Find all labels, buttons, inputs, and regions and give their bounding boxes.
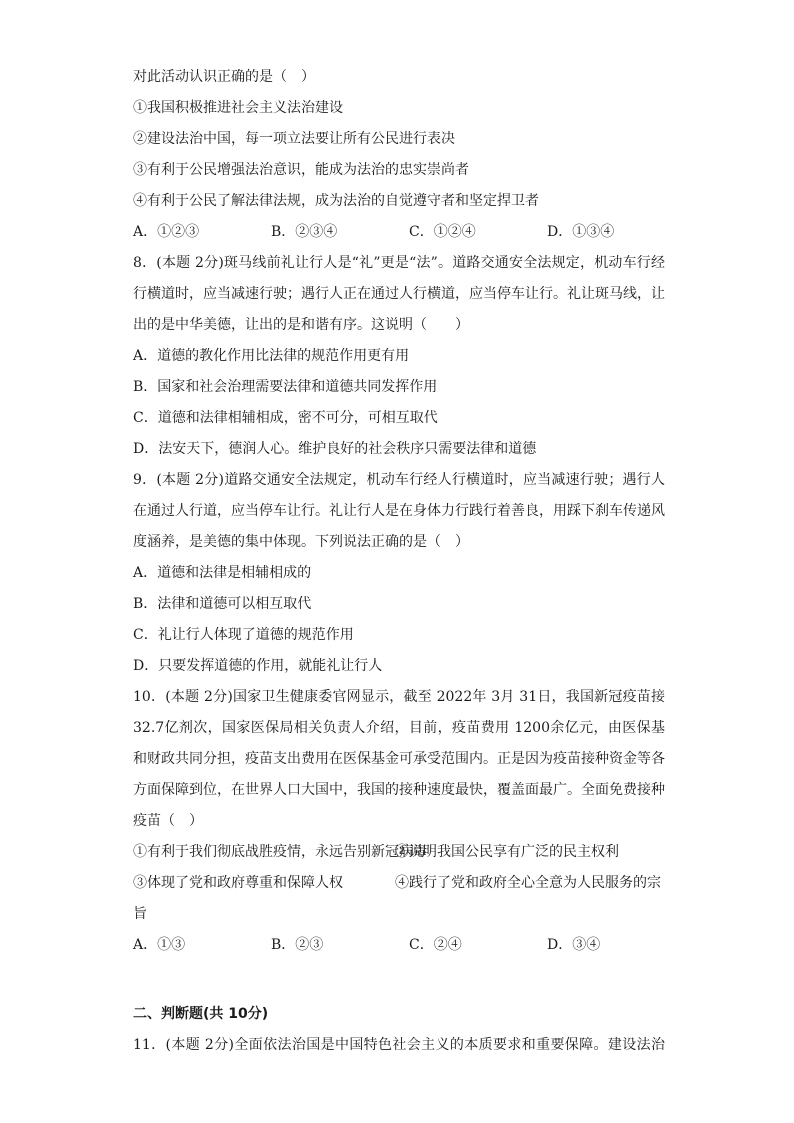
answer-options [133,217,665,248]
question-text-line: 11．(本题 2分)全面依法治国是中国特色社会主义的本质要求和重要保障。建设法治 [133,1037,665,1053]
option-d: D．③④ [547,937,601,953]
option-d: D．①③④ [547,224,615,240]
question-7 [133,62,665,248]
question-text-line: 和财政共同分担，疫苗支出费用在医保基金可承受范围内。正是因为疫苗接种资金等各 [133,751,665,767]
option-d: D．只要发挥道德的作用，就能礼让行人 [133,658,383,674]
statement-2: ②建设法治中国，每一项立法要让所有公民进行表决 [133,131,455,147]
section-spacer [133,961,665,999]
question-8 [133,248,665,465]
option-a: A．道德和法律是相辅相成的 [133,565,312,581]
question-text-line: 8．(本题 2分)斑马线前礼让行人是“礼”更是“法”。道路交通安全法规定，机动车行经 [133,255,665,271]
question-9 [133,465,665,682]
option-c: C．礼让行人体现了道德的规范作用 [133,627,354,643]
option-a: A．①②③ [133,224,200,240]
statement-1: ①我国积极推进社会主义法治建设 [133,100,343,116]
question-text-line: 方面保障到位，在世界人口大国中，我国的接种速度最快，覆盖面最广。全面免费接种 [133,782,665,798]
question-text-line: 在通过人行道，应当停车让行。礼让行人是在身体力行践行着善良，用踩下刹车传递风 [133,503,665,519]
statement-4: ④有利于公民了解法律法规，成为法治的自觉遵守者和坚定捍卫者 [133,193,539,209]
question-text-line: 10．(本题 2分)国家卫生健康委官网显示，截至 2022年 3月 31日，我国新冠疫苗接 [133,689,665,705]
option-b: B．②③④ [271,224,338,240]
statement-row [133,837,665,868]
option-c: C．①②④ [409,224,476,240]
option-c: C．②④ [409,937,462,953]
statement-4-continued: 旨 [133,906,147,922]
question-10 [133,682,665,961]
question-text-line: 9．(本题 2分)道路交通安全法规定，机动车行经人行横道时，应当减速行驶；遇行人 [133,472,665,488]
statement-3: ③体现了党和政府尊重和保障人权 [133,875,343,891]
statement-2: ②说明我国公民享有广泛的民主权利 [395,844,619,860]
question-text-line: 疫苗（ ） [133,813,203,829]
exam-page [133,62,665,1061]
question-text-line: 出的是中华美德，让出的是和谐有序。这说明（ ） [133,317,469,333]
statement-3: ③有利于公民增强法治意识，能成为法治的忠实崇尚者 [133,162,469,178]
option-a: A．道德的教化作用比法律的规范作用更有用 [133,348,410,364]
option-c: C．道德和法律相辅相成，密不可分，可相互取代 [133,410,438,426]
statement-4: ④践行了党和政府全心全意为人民服务的宗 [395,875,661,891]
question-text-line: 32.7亿剂次，国家医保局相关负责人介绍，目前，疫苗费用 1200余亿元，由医保基 [133,720,665,736]
option-b: B．法律和道德可以相互取代 [133,596,312,612]
option-b: B．国家和社会治理需要法律和道德共同发挥作用 [133,379,438,395]
option-b: B．②③ [271,937,324,953]
answer-options [133,930,665,961]
statement-row [133,868,665,899]
section-title: 二、判断题(共 10分) [133,1006,269,1022]
question-text-line: 度涵养，是美德的集中体现。下列说法正确的是（ ） [133,534,469,550]
statement-1: ①有利于我们彻底战胜疫情，永远告别新冠病毒 [133,844,427,860]
option-a: A．①③ [133,937,186,953]
question-text-line: 行横道时，应当减速行驶；遇行人正在通过人行横道，应当停车让行。礼让斑马线，让 [133,286,665,302]
question-11 [133,1030,665,1061]
option-d: D．法安天下，德润人心。维护良好的社会秩序只需要法律和道德 [133,441,537,457]
question-stem: 对此活动认识正确的是（ ） [133,69,315,85]
